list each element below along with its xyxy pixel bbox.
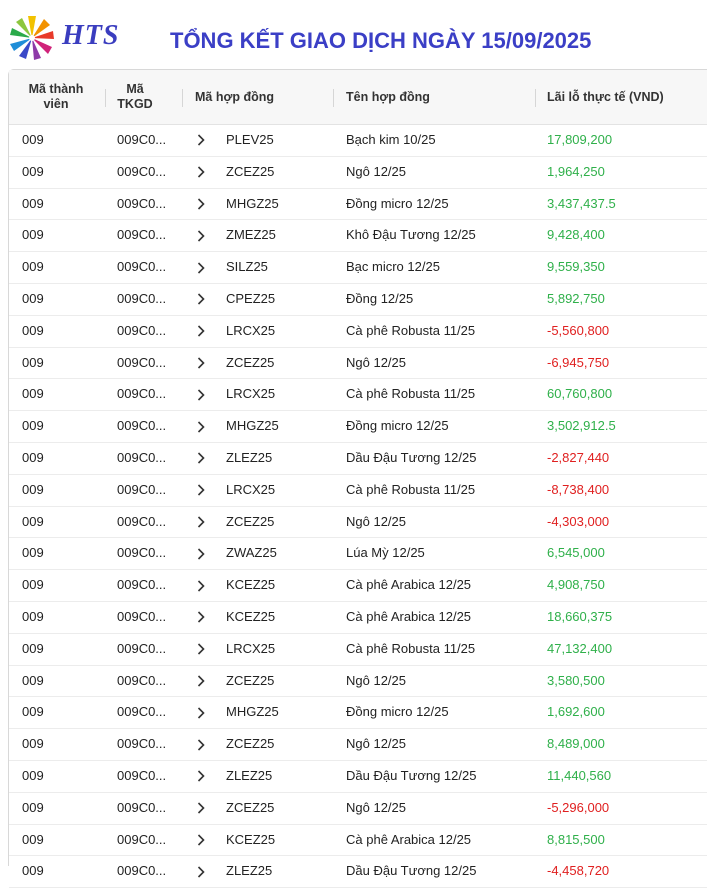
contract-code: KCEZ25 [226,608,276,624]
account-code: 009C0... [117,799,167,815]
contract-name: Ngô 12/25 [346,672,406,688]
contract-code: CPEZ25 [226,290,276,306]
report-header [0,0,706,68]
contract-code: ZCEZ25 [226,354,275,370]
member-code: 009 [22,799,44,815]
column-separator[interactable] [535,89,536,107]
column-header-contract-code: Mã hợp đồng [195,90,275,104]
column-separator[interactable] [182,89,183,107]
chevron-right-icon[interactable] [197,507,209,538]
table-row[interactable] [9,507,707,539]
table-row[interactable] [9,602,707,634]
chevron-right-icon[interactable] [197,856,209,887]
contract-code: LRCX25 [226,640,276,656]
contract-code: ZLEZ25 [226,449,273,465]
realized-pnl: -5,296,000 [547,799,610,815]
account-code: 009C0... [117,640,167,656]
member-code: 009 [22,672,44,688]
account-code: 009C0... [117,704,167,720]
contract-code: ZCEZ25 [226,163,275,179]
member-code: 009 [22,640,44,656]
member-code: 009 [22,418,44,434]
realized-pnl: 60,760,800 [547,386,613,402]
member-code: 009 [22,863,44,879]
member-code: 009 [22,163,44,179]
account-code: 009C0... [117,577,167,593]
member-code: 009 [22,513,44,529]
realized-pnl: 47,132,400 [547,640,613,656]
member-code: 009 [22,195,44,211]
table-row[interactable] [9,189,707,221]
chevron-right-icon[interactable] [197,666,209,697]
member-code: 009 [22,767,44,783]
account-code: 009C0... [117,736,167,752]
account-code: 009C0... [117,195,167,211]
chevron-right-icon[interactable] [197,634,209,665]
account-code: 009C0... [117,132,167,147]
account-code: 009C0... [117,386,167,402]
contract-code: ZWAZ25 [226,545,277,561]
realized-pnl: 3,580,500 [547,672,605,688]
account-code: 009C0... [117,831,167,847]
member-code: 009 [22,322,44,338]
member-code: 009 [22,577,44,593]
table-row[interactable] [9,157,707,189]
contract-code: LRCX25 [226,322,276,338]
account-code: 009C0... [117,322,167,338]
table-row[interactable] [9,284,707,316]
chevron-right-icon[interactable] [197,189,209,220]
table-row[interactable] [9,825,707,857]
chevron-right-icon[interactable] [197,284,209,315]
chevron-right-icon[interactable] [197,570,209,601]
contract-name: Ngô 12/25 [346,799,406,815]
member-code: 009 [22,736,44,752]
contract-name: Đồng 12/25 [346,290,414,306]
realized-pnl: 1,964,250 [547,163,605,179]
table-row[interactable] [9,220,707,252]
realized-pnl: 8,815,500 [547,831,605,847]
contract-code: KCEZ25 [226,577,276,593]
contract-name: Cà phê Robusta 11/25 [346,640,476,656]
chevron-right-icon[interactable] [197,220,209,251]
contract-code: ZCEZ25 [226,736,275,752]
table-row[interactable] [9,411,707,443]
realized-pnl: 1,692,600 [547,704,605,720]
chevron-right-icon[interactable] [197,252,209,283]
contract-name: Đồng micro 12/25 [346,418,449,434]
chevron-right-icon[interactable] [197,443,209,474]
contract-code: SILZ25 [226,259,268,275]
account-code: 009C0... [117,481,167,497]
table-row[interactable] [9,348,707,380]
contract-code: ZLEZ25 [226,863,273,879]
column-separator[interactable] [333,89,334,107]
account-code: 009C0... [117,418,167,434]
column-separator[interactable] [105,89,106,107]
table-row[interactable] [9,252,707,284]
member-code: 009 [22,290,44,306]
column-header-member: Mã thành viên [28,82,84,111]
table-row[interactable] [9,125,707,157]
chevron-right-icon[interactable] [197,316,209,347]
realized-pnl: 3,437,437.5 [547,195,616,211]
page-title: TỔNG KẾT GIAO DỊCH NGÀY 15/09/2025 [170,28,592,53]
account-code: 009C0... [117,449,167,465]
chevron-right-icon[interactable] [197,602,209,633]
table-row[interactable] [9,379,707,411]
column-header-account: Mã TKGD [117,82,153,111]
contract-name: Cà phê Arabica 12/25 [346,577,472,593]
table-row[interactable] [9,570,707,602]
account-code: 009C0... [117,163,167,179]
column-header-pnl: Lãi lỗ thực tế (VND) [547,90,664,104]
contract-code: ZCEZ25 [226,672,275,688]
contract-code: KCEZ25 [226,831,276,847]
contract-code: ZCEZ25 [226,799,275,815]
chevron-right-icon[interactable] [197,761,209,792]
realized-pnl: 9,559,350 [547,259,605,275]
chevron-right-icon[interactable] [197,379,209,410]
contract-name: Cà phê Robusta 11/25 [346,481,476,497]
account-code: 009C0... [117,767,167,783]
table-body [9,125,707,888]
realized-pnl: 4,908,750 [547,577,605,593]
account-code: 009C0... [117,290,167,306]
table-row[interactable] [9,475,707,507]
contract-code: ZCEZ25 [226,513,275,529]
contract-code: LRCX25 [226,386,276,402]
member-code: 009 [22,831,44,847]
trade-summary-table [8,69,707,879]
chevron-right-icon[interactable] [197,348,209,379]
contract-name: Đồng micro 12/25 [346,195,449,211]
account-code: 009C0... [117,545,167,561]
contract-code: PLEV25 [226,132,274,147]
member-code: 009 [22,704,44,720]
member-code: 009 [22,386,44,402]
column-header-contract-name: Tên hợp đồng [346,90,430,104]
contract-code: MHGZ25 [226,418,279,434]
contract-name: Dầu Đậu Tương 12/25 [346,863,477,879]
realized-pnl: 9,428,400 [547,227,605,243]
contract-name: Cà phê Robusta 11/25 [346,322,476,338]
table-row[interactable] [9,856,707,888]
realized-pnl: -6,945,750 [547,354,610,370]
chevron-right-icon[interactable] [197,411,209,442]
contract-name: Đồng micro 12/25 [346,704,449,720]
contract-name: Ngô 12/25 [346,736,406,752]
chevron-right-icon[interactable] [197,475,209,506]
realized-pnl: -8,738,400 [547,481,610,497]
contract-name: Bạch kim 10/25 [346,132,436,147]
account-code: 009C0... [117,608,167,624]
table-row[interactable] [9,761,707,793]
contract-code: ZLEZ25 [226,767,273,783]
realized-pnl: 17,809,200 [547,132,613,147]
contract-name: Cà phê Arabica 12/25 [346,608,472,624]
contract-name: Bạc micro 12/25 [346,259,440,275]
realized-pnl: -4,303,000 [547,513,610,529]
realized-pnl: 6,545,000 [547,545,605,561]
account-code: 009C0... [117,227,167,243]
contract-code: ZMEZ25 [226,227,276,243]
chevron-right-icon[interactable] [197,125,209,156]
realized-pnl: 11,440,560 [547,767,612,783]
member-code: 009 [22,449,44,465]
table-row[interactable] [9,729,707,761]
brand-name: HTS [62,20,120,51]
contract-name: Cà phê Robusta 11/25 [346,386,476,402]
realized-pnl: -2,827,440 [547,449,610,465]
table-row[interactable] [9,793,707,825]
contract-code: LRCX25 [226,481,276,497]
account-code: 009C0... [117,354,167,370]
chevron-right-icon[interactable] [197,793,209,824]
contract-name: Ngô 12/25 [346,513,406,529]
contract-name: Dầu Đậu Tương 12/25 [346,449,477,465]
member-code: 009 [22,259,44,275]
contract-name: Lúa Mỳ 12/25 [346,545,425,561]
contract-name: Cà phê Arabica 12/25 [346,831,472,847]
table-row[interactable] [9,666,707,698]
table-header [9,70,707,125]
contract-name: Ngô 12/25 [346,354,406,370]
account-code: 009C0... [117,259,167,275]
contract-name: Dầu Đậu Tương 12/25 [346,767,477,783]
account-code: 009C0... [117,863,167,879]
realized-pnl: -4,458,720 [547,863,610,879]
contract-name: Ngô 12/25 [346,163,406,179]
realized-pnl: 18,660,375 [547,608,613,624]
contract-code: MHGZ25 [226,195,279,211]
chevron-right-icon[interactable] [197,157,209,188]
table-row[interactable] [9,634,707,666]
realized-pnl: -5,560,800 [547,322,610,338]
member-code: 009 [22,354,44,370]
contract-code: MHGZ25 [226,704,279,720]
contract-name: Khô Đậu Tương 12/25 [346,227,476,243]
member-code: 009 [22,545,44,561]
member-code: 009 [22,481,44,497]
account-code: 009C0... [117,672,167,688]
chevron-right-icon[interactable] [197,729,209,760]
realized-pnl: 8,489,000 [547,736,605,752]
member-code: 009 [22,608,44,624]
realized-pnl: 3,502,912.5 [547,418,616,434]
member-code: 009 [22,132,44,147]
chevron-right-icon[interactable] [197,825,209,856]
table-row[interactable] [9,443,707,475]
chevron-right-icon[interactable] [197,538,209,569]
account-code: 009C0... [117,513,167,529]
table-row[interactable] [9,316,707,348]
hts-sunburst-logo-icon [6,12,58,64]
chevron-right-icon[interactable] [197,697,209,728]
realized-pnl: 5,892,750 [547,290,605,306]
member-code: 009 [22,227,44,243]
table-row[interactable] [9,538,707,570]
table-row[interactable] [9,697,707,729]
